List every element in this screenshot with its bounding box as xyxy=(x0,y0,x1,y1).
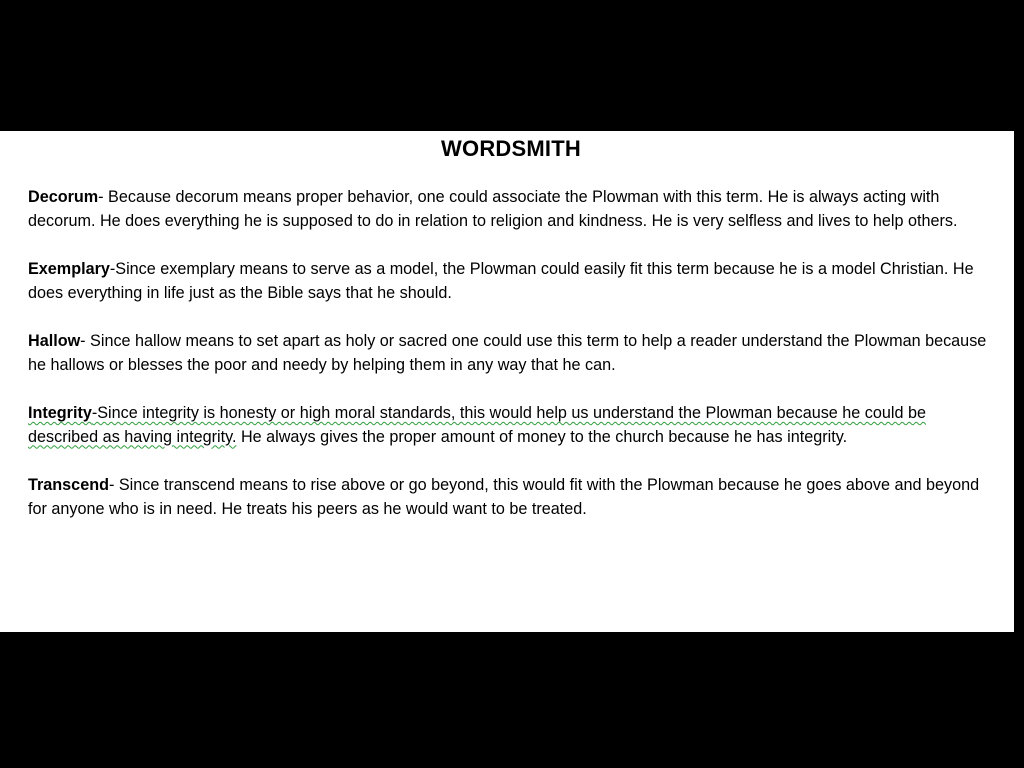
term-transcend: Transcend xyxy=(28,476,109,494)
term-integrity: Integrity xyxy=(28,404,92,422)
term-decorum: Decorum xyxy=(28,188,99,206)
entry-decorum xyxy=(28,186,994,233)
definition-decorum: - Because decorum means proper behavior, one could associate the Plowman with this term. He is always acting with decorum. He does everything he is supposed to do in relation to religion and kindness. He is very selfless and lives to help others. xyxy=(28,188,958,230)
document-title: WORDSMITH xyxy=(441,136,581,161)
document-page xyxy=(0,131,1014,632)
definition-hallow: - Since hallow means to set apart as holy or sacred one could use this term to help a reader understand the Plowman because he hallows or blesses the poor and needy by helping them in any way that he can. xyxy=(28,332,987,374)
definition-integrity-flagged: -Since integrity is honesty or high moral standards, this would help us understand the Plowman because he could be described as having integrity. xyxy=(28,404,926,446)
definition-integrity-rest: He always gives the proper amount of money to the church because he has integrity. xyxy=(236,427,848,446)
definition-exemplary: -Since exemplary means to serve as a model, the Plowman could easily fit this term because he is a model Christian. He does everything in life just as the Bible says that he should. xyxy=(28,260,974,302)
entry-hallow xyxy=(28,330,994,377)
term-hallow: Hallow xyxy=(28,332,81,350)
entry-exemplary xyxy=(28,258,994,305)
entry-transcend xyxy=(28,474,994,521)
term-exemplary: Exemplary xyxy=(28,260,110,278)
definition-transcend: - Since transcend means to rise above or go beyond, this would fit with the Plowman because he goes above and beyond for anyone who is in need. He treats his peers as he would want to be treated. xyxy=(28,476,980,518)
entry-integrity xyxy=(28,402,994,449)
